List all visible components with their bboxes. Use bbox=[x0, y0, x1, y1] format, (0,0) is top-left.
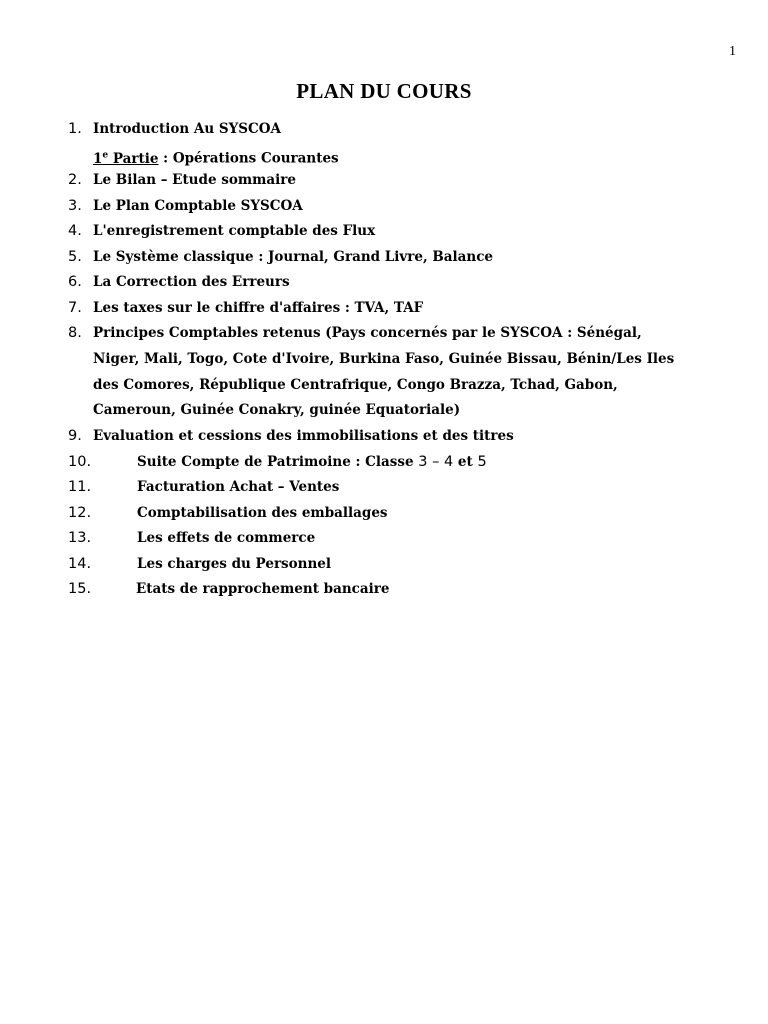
item-number: 2. bbox=[68, 172, 82, 188]
item-number: 14. bbox=[68, 556, 92, 572]
item-text: Principes Comptables retenus (Pays concernés par le SYSCOA : Sénégal, bbox=[93, 325, 642, 341]
item-text: Les charges du Personnel bbox=[137, 556, 332, 572]
item-text-continuation: Cameroun, Guinée Conakry, guinée Equatoriale) bbox=[93, 402, 461, 418]
item-number: 6. bbox=[68, 274, 82, 290]
item-number: 11. bbox=[68, 479, 92, 495]
item-number: 3. bbox=[68, 198, 82, 214]
item-text: Suite Compte de Patrimoine : Classe 3 – 4 et 5 bbox=[137, 454, 487, 470]
item-text: L'enregistrement comptable des Flux bbox=[93, 223, 376, 239]
item-number: 8. bbox=[68, 325, 82, 341]
page-title: PLAN DU COURS bbox=[296, 79, 472, 103]
item-text: Le Plan Comptable SYSCOA bbox=[93, 198, 303, 214]
item-number: 1. bbox=[68, 121, 82, 137]
item-text: Comptabilisation des emballages bbox=[137, 505, 388, 521]
item-text: Evaluation et cessions des immobilisations et des titres bbox=[93, 428, 514, 444]
item-text-continuation: Niger, Mali, Togo, Cote d'Ivoire, Burkina Faso, Guinée Bissau, Bénin/Les Iles bbox=[93, 351, 675, 367]
item-text: Introduction Au SYSCOA bbox=[93, 121, 281, 137]
item-text: Le Système classique : Journal, Grand Livre, Balance bbox=[93, 249, 494, 265]
item-number: 9. bbox=[68, 428, 82, 444]
item-text: La Correction des Erreurs bbox=[93, 274, 290, 290]
item-text-continuation: des Comores, République Centrafrique, Congo Brazza, Tchad, Gabon, bbox=[93, 377, 618, 393]
item-number: 10. bbox=[68, 454, 92, 470]
item-number: 5. bbox=[68, 249, 82, 265]
item-number: 4. bbox=[68, 223, 82, 239]
page-number: 1 bbox=[729, 44, 736, 59]
item-number: 15. bbox=[68, 581, 92, 597]
item-text: Les effets de commerce bbox=[137, 530, 316, 546]
item-text: Le Bilan – Etude sommaire bbox=[93, 172, 296, 188]
part-label: 1e Partie bbox=[93, 150, 159, 167]
item-text: Les taxes sur le chiffre d'affaires : TVA, TAF bbox=[93, 300, 424, 316]
item-number: 7. bbox=[68, 300, 82, 316]
part-title: : Opérations Courantes bbox=[158, 150, 339, 167]
item-text: Facturation Achat – Ventes bbox=[137, 479, 340, 495]
item-number: 13. bbox=[68, 530, 92, 546]
item-number: 12. bbox=[68, 505, 92, 521]
item-text: Etats de rapprochement bancaire bbox=[136, 581, 390, 597]
